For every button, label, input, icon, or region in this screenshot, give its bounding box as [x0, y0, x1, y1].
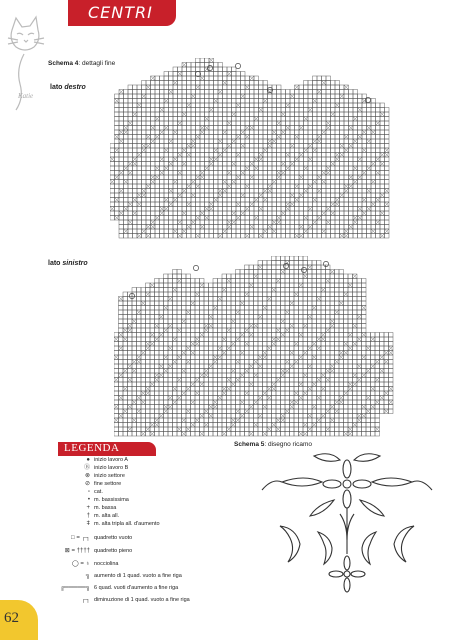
legend-symbol-icon: ⊘: [84, 481, 90, 487]
legend-symbol-icon: †: [86, 513, 90, 519]
legend-label: fine settore: [94, 481, 122, 487]
legend-symbol-icon: ╗: [85, 573, 90, 579]
legend-item: [80, 464, 250, 472]
legend-label: nocciolina: [94, 561, 119, 567]
legend-symbol-icon: ●: [86, 457, 90, 463]
legend-label: aumento di 1 quad. vuoto a fine riga: [94, 573, 182, 579]
legend-symbol-icon: ┌┐: [81, 597, 90, 603]
legend-symbol-icon: ǂ: [86, 521, 90, 527]
schema5-caption: Schema 5: disegno ricamo: [234, 441, 313, 448]
right-side-label: lato destro: [50, 84, 86, 91]
legend-symbol-icon: ▫: [87, 489, 90, 495]
legend-symbol-icon: ⊗: [84, 473, 90, 479]
legend-label: m. bassissima: [94, 497, 129, 503]
legend-item: [80, 472, 250, 480]
crochet-chart-left: [114, 256, 396, 440]
legend-symbol-icon: ╔═════╗: [60, 585, 90, 591]
legend-item: [80, 456, 250, 464]
legend-label: m. bassa: [94, 505, 117, 511]
schema4-caption: Schema 4: dettagli fine: [48, 60, 116, 67]
legend-label: 6 quad. vuoti d'aumento a fine riga: [94, 585, 179, 591]
legend-item: [52, 572, 222, 580]
legend-label: inizio lavoro A: [94, 457, 128, 463]
legend-title: LEGENDA: [64, 442, 120, 454]
legend-item: [80, 488, 250, 496]
legend-symbol-icon: •: [87, 497, 90, 503]
legend-item: [80, 512, 250, 520]
embroidery-design: [252, 452, 442, 602]
section-header-tab: [68, 0, 176, 26]
legend-symbol-icon: Ⓑ: [83, 465, 90, 471]
legend-item: [80, 496, 250, 504]
legend-header: [58, 442, 156, 456]
page-number: 62: [4, 610, 19, 626]
legend-item: [52, 584, 222, 592]
svg-text:Katie: Katie: [18, 92, 34, 100]
legend-symbol-icon: ⊠ = ††††: [64, 548, 90, 554]
legend-label: m. alta tripla all. d'aumento: [94, 521, 160, 527]
legend-symbol-icon: +: [86, 505, 90, 511]
crochet-chart-right: [110, 58, 392, 240]
legend-label: cat.: [94, 489, 103, 495]
legend-item: [80, 504, 250, 512]
legend-symbol-icon: □ = ┌┐: [71, 535, 90, 541]
legend-label: quadretto pieno: [94, 548, 133, 554]
legend-item: [52, 596, 222, 604]
cat-logo-icon: [4, 14, 46, 114]
legend-label: quadretto vuoto: [94, 535, 133, 541]
legend-item: [80, 480, 250, 488]
legend-label: inizio lavoro B: [94, 465, 129, 471]
page-number-tab: [0, 600, 38, 640]
legend-item: [52, 534, 222, 542]
left-side-label: lato sinistro: [48, 260, 88, 267]
legend-label: inizio settore: [94, 473, 125, 479]
legend-symbol-icon: ◯ = ♁: [71, 561, 90, 567]
legend-item: [80, 520, 250, 528]
legend-label: m. alta all.: [94, 513, 120, 519]
legend-item: [52, 560, 222, 568]
section-title: CENTRI: [88, 3, 153, 22]
legend-item: [52, 547, 222, 555]
legend-label: diminuzione di 1 quad. vuoto a fine riga: [94, 597, 190, 603]
